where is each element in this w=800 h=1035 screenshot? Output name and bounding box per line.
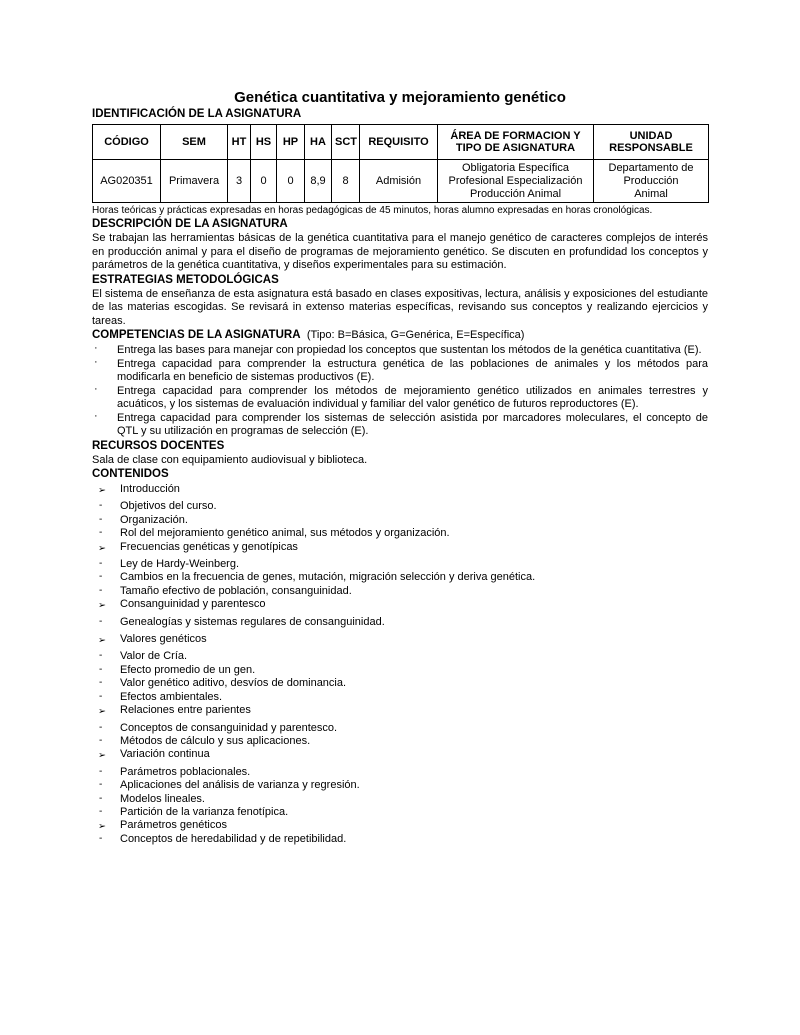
contenido-subtopic [92, 677, 708, 690]
col-header-hs: HS [251, 125, 277, 160]
section-descripcion [92, 217, 708, 273]
dash-bullet-icon: - [99, 765, 103, 777]
contenido-text: Tamaño efectivo de población, consanguinidad. [120, 584, 352, 597]
cell-sct: 8 [332, 160, 360, 203]
competencias-heading [92, 328, 708, 342]
contenido-text: Valores genéticos [120, 633, 207, 646]
dash-bullet-icon: - [99, 690, 103, 702]
contenido-text: Efectos ambientales. [120, 690, 223, 703]
contenido-text: Valor de Cría. [120, 650, 188, 663]
dash-bullet-icon: - [99, 571, 103, 583]
arrow-bullet-icon: ➢ [98, 706, 106, 718]
contenido-text: Relaciones entre parientes [120, 704, 251, 717]
contenido-text: Organización. [120, 513, 188, 526]
contenido-topic [92, 748, 708, 761]
contenido-text: Variación continua [120, 748, 210, 761]
cell-codigo: AG020351 [93, 160, 161, 203]
contenido-subtopic [92, 779, 708, 792]
competencia-item [92, 355, 708, 385]
cell-ha: 8,9 [305, 160, 332, 203]
col-header-codigo: CÓDIGO [93, 125, 161, 160]
col-header-requisito: REQUISITO [360, 125, 438, 160]
contenido-subtopic [92, 650, 708, 663]
competencia-text: Entrega capacidad para comprender los métodos de mejoramiento genético utilizados en animales terrestres y acuáticos, y los sistemas de evaluación individual y familiar del valor genético de futuros reproductores (E). [117, 384, 708, 410]
contenido-text: Introducción [120, 483, 180, 495]
contenido-topic [92, 541, 708, 554]
contenido-text: Ley de Hardy-Weinberg. [120, 558, 240, 571]
section-competencias [92, 328, 708, 439]
dash-bullet-icon: - [99, 792, 103, 804]
contenido-subtopic [92, 766, 708, 779]
dash-bullet-icon: - [99, 734, 103, 746]
contenido-topic [92, 483, 708, 496]
cell-sem: Primavera [161, 160, 228, 203]
recursos-heading: RECURSOS DOCENTES [92, 439, 225, 452]
dot-bullet-icon: · [94, 409, 98, 422]
dash-bullet-icon: - [99, 650, 103, 662]
section-estrategias [92, 273, 708, 329]
col-header-unidad: UNIDAD RESPONSABLE [594, 125, 709, 160]
cell-ht: 3 [228, 160, 251, 203]
cell-hs: 0 [251, 160, 277, 203]
competencia-text: Entrega las bases para manejar con propiedad los conceptos que sustentan los métodos de la genética cuantitativa (E). [117, 344, 702, 356]
contenido-text: Efecto promedio de un gen. [120, 663, 256, 676]
dash-bullet-icon: - [99, 584, 103, 596]
contenido-subtopic [92, 514, 708, 527]
contenido-text: Conceptos de consanguinidad y parentesco. [120, 721, 338, 734]
arrow-bullet-icon: ➢ [98, 821, 106, 833]
contenido-text: Cambios en la frecuencia de genes, mutación, migración selección y deriva genética. [120, 571, 536, 584]
contenido-text: Valor genético aditivo, desvíos de dominancia. [120, 677, 347, 690]
cell-unidad: Departamento de Producción Animal [594, 160, 709, 203]
cell-requisito: Admisión [360, 160, 438, 203]
contenido-subtopic [92, 585, 708, 598]
dot-bullet-icon: · [94, 342, 98, 354]
dash-bullet-icon: - [99, 615, 103, 627]
contenido-subtopic [92, 558, 708, 571]
competencia-item [92, 409, 708, 439]
dash-bullet-icon: - [99, 558, 103, 570]
contenido-subtopic [92, 722, 708, 735]
descripcion-body: Se trabajan las herramientas básicas de la genética cuantitativa para el manejo genético de caracteres complejos de interés en producción animal y para el diseño de programas de mejoramiento genético. Se discuten en profundidad los conceptos y parámetros de la genética cuantitativa, y diseños experimentales para su estimación. [92, 232, 708, 271]
dash-bullet-icon: - [99, 663, 103, 675]
contenido-subtopic [92, 691, 708, 704]
dash-bullet-icon: - [99, 721, 103, 733]
col-header-ha: HA [305, 125, 332, 160]
col-header-sct: SCT [332, 125, 360, 160]
section-recursos [92, 439, 708, 468]
competencias-heading-note: (Tipo: B=Básica, G=Genérica, E=Específica) [306, 329, 525, 341]
contenido-text: Frecuencias genéticas y genotípicas [120, 540, 298, 553]
section-identificacion [92, 107, 708, 217]
arrow-bullet-icon: ➢ [98, 542, 106, 554]
table-row [93, 160, 709, 203]
contenido-text: Partición de la varianza fenotípica. [120, 805, 289, 818]
competencia-item [92, 382, 708, 412]
contenidos-list [92, 483, 708, 846]
cell-hp: 0 [277, 160, 305, 203]
contenido-text: Objetivos del curso. [120, 500, 217, 513]
dash-bullet-icon: - [99, 513, 103, 525]
col-header-area: ÁREA DE FORMACION Y TIPO DE ASIGNATURA [438, 125, 594, 160]
competencia-item [92, 344, 708, 358]
page-title: Genética cuantitativa y mejoramiento genético [234, 89, 566, 106]
contenido-subtopic [92, 793, 708, 806]
contenido-subtopic [92, 833, 708, 846]
identificacion-table [92, 124, 709, 203]
competencias-heading-text: COMPETENCIAS DE LA ASIGNATURA [92, 329, 301, 341]
contenido-text: Genealogías y sistemas regulares de consanguinidad. [120, 615, 385, 628]
col-header-sem: SEM [161, 125, 228, 160]
dash-bullet-icon: - [99, 779, 103, 791]
table-header-row [93, 125, 709, 160]
arrow-bullet-icon: ➢ [98, 635, 106, 647]
contenido-subtopic [92, 500, 708, 513]
contenido-text: Conceptos de heredabilidad y de repetibilidad. [120, 832, 347, 845]
dash-bullet-icon: - [99, 805, 103, 817]
contenido-text: Aplicaciones del análisis de varianza y regresión. [120, 779, 360, 792]
contenido-text: Parámetros poblacionales. [120, 765, 251, 778]
col-header-hp: HP [277, 125, 305, 160]
contenido-topic [92, 598, 708, 611]
contenido-text: Rol del mejoramiento genético animal, sus métodos y organización. [120, 527, 450, 540]
contenido-subtopic [92, 806, 708, 819]
dot-bullet-icon: · [94, 355, 98, 368]
arrow-bullet-icon: ➢ [98, 600, 106, 612]
arrow-bullet-icon: ➢ [98, 485, 106, 496]
contenido-topic [92, 819, 708, 832]
contenido-text: Consanguinidad y parentesco [120, 598, 266, 611]
contenido-text: Modelos lineales. [120, 792, 205, 805]
estrategias-heading: ESTRATEGIAS METODOLÓGICAS [92, 273, 279, 286]
arrow-bullet-icon: ➢ [98, 750, 106, 762]
contenido-topic [92, 704, 708, 717]
contenido-subtopic [92, 527, 708, 540]
contenido-text: Parámetros genéticos [120, 819, 227, 832]
col-header-ht: HT [228, 125, 251, 160]
estrategias-body: El sistema de enseñanza de esta asignatura está basado en clases expositivas, lectura, análisis y exposiciones del estudiante de las materias escogidas. Se revisará in extenso materias específicas, revisando sus conceptos y realizando ejercicios y tareas. [92, 287, 708, 327]
dash-bullet-icon: - [99, 677, 103, 689]
table-footnote: Horas teóricas y prácticas expresadas en horas pedagógicas de 45 minutos, horas alumno expresadas en horas cronológicas. [92, 205, 653, 216]
contenido-subtopic [92, 735, 708, 748]
dash-bullet-icon: - [99, 832, 103, 844]
contenidos-heading: CONTENIDOS [92, 468, 169, 480]
contenido-subtopic [92, 664, 708, 677]
contenido-text: Métodos de cálculo y sus aplicaciones. [120, 734, 311, 747]
contenido-subtopic [92, 616, 708, 629]
contenido-subtopic [92, 571, 708, 584]
competencia-text: Entrega capacidad para comprender los sistemas de selección asistida por marcadores moleculares, el concepto de QTL y su utilización en programas de selección (E). [117, 411, 708, 437]
identificacion-heading: IDENTIFICACIÓN DE LA ASIGNATURA [92, 108, 302, 120]
dot-bullet-icon: · [94, 382, 98, 395]
recursos-body: Sala de clase con equipamiento audiovisual y biblioteca. [92, 453, 368, 466]
dash-bullet-icon: - [99, 500, 103, 512]
cell-area: Obligatoria Específica Profesional Especialización Producción Animal [438, 160, 594, 203]
competencias-list [92, 344, 708, 439]
descripcion-heading: DESCRIPCIÓN DE LA ASIGNATURA [92, 218, 288, 230]
section-contenidos [92, 467, 708, 846]
dash-bullet-icon: - [99, 527, 103, 539]
contenido-topic [92, 633, 708, 646]
competencia-text: Entrega capacidad para comprender la estructura genética de las poblaciones de animales y los métodos para modificarla en beneficio de sistemas productivos (E). [117, 357, 708, 383]
